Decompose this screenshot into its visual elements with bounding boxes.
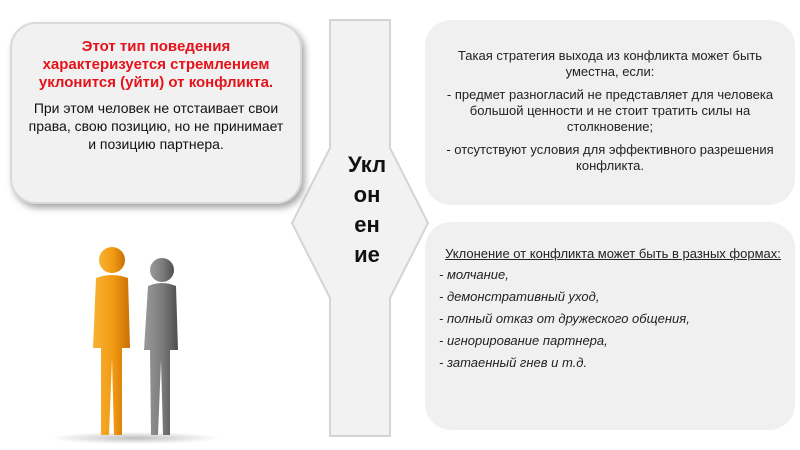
list-item: - затаенный гнев и т.д. bbox=[439, 355, 588, 370]
list-item: - молчание, bbox=[439, 267, 509, 282]
conditions-intro: Такая стратегия выхода из конфликта может быть уместна, если: bbox=[457, 48, 763, 79]
center-title-line: Укл bbox=[347, 152, 387, 177]
strategy-conditions-panel bbox=[425, 20, 795, 205]
definition-panel bbox=[10, 22, 302, 204]
definition-body: При этом человек не отстаивает свои права, свою позицию, но не принимает и позицию партнера. bbox=[28, 100, 284, 152]
center-vertical-title bbox=[322, 150, 412, 270]
two-figures-illustration bbox=[40, 230, 220, 445]
center-title-line: ие bbox=[354, 242, 380, 267]
avoidance-forms-panel bbox=[425, 222, 795, 430]
forms-list bbox=[439, 265, 787, 372]
condition-item: - отсутствуют условия для эффективного разрешения конфликта. bbox=[446, 142, 774, 173]
list-item: - игнорирование партнера, bbox=[439, 333, 608, 348]
forms-heading: Уклонение от конфликта может быть в разных формах: bbox=[445, 246, 781, 261]
definition-title: Этот тип поведения характеризуется стремлением уклонится (уйти) от конфликта. bbox=[38, 38, 274, 91]
gray-figure bbox=[144, 258, 178, 435]
orange-figure bbox=[93, 247, 130, 435]
condition-item: - предмет разногласий не представляет для человека большой ценности и не стоит тратить силы на столкновение; bbox=[446, 87, 774, 134]
center-title-line: он bbox=[353, 182, 381, 207]
center-title-line: ен bbox=[354, 212, 380, 237]
list-item: - демонстративный уход, bbox=[439, 289, 600, 304]
list-item: - полный отказ от дружеского общения, bbox=[439, 311, 690, 326]
